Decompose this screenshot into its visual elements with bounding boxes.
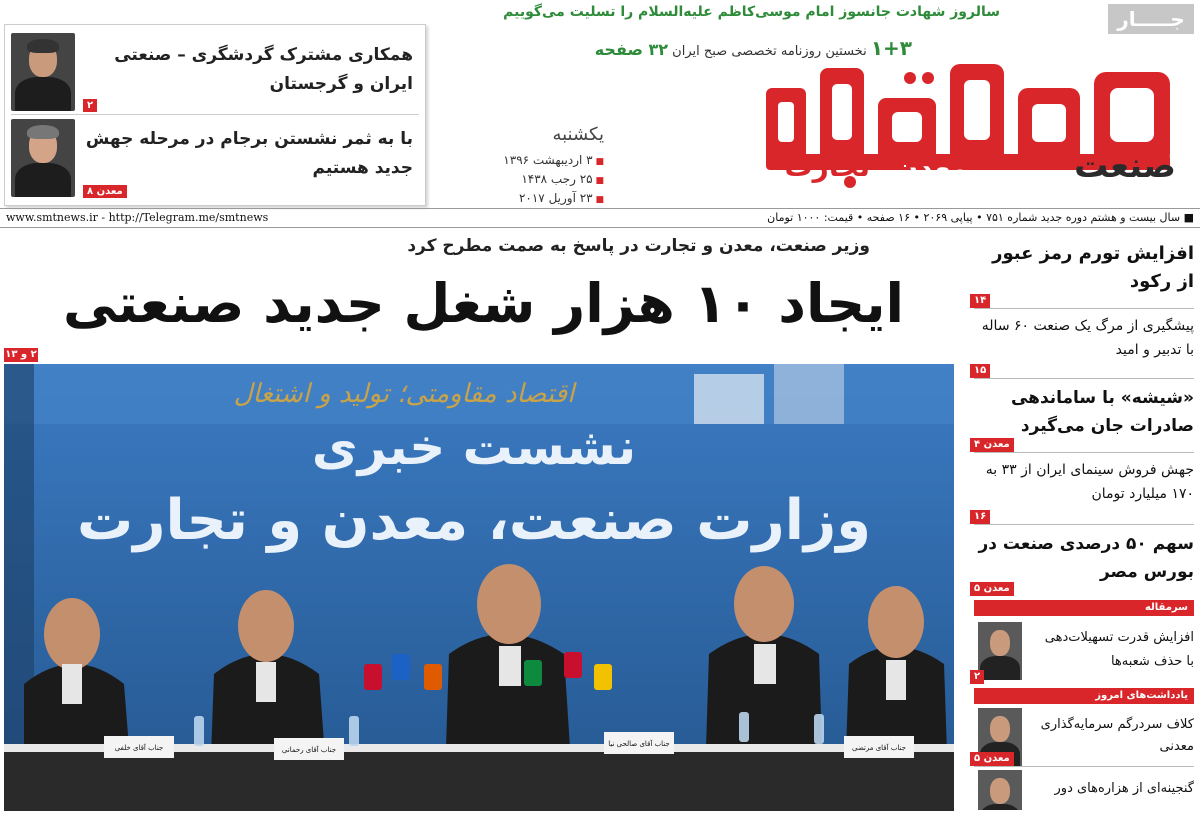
banner-slogan: اقتصاد مقاومتی؛ تولید و اشتغال — [233, 379, 575, 409]
teaser-box — [4, 24, 426, 206]
sidebar — [970, 230, 1194, 813]
sidebar-page-tag: معدن ۵ — [970, 752, 1014, 766]
teaser-page-tag: معدن ۸ — [83, 185, 127, 198]
date-solar: ■ ۳ اردیبهشت ۱۳۹۶ — [494, 152, 604, 171]
press-conference-photo — [4, 364, 954, 811]
sidebar-divider — [974, 766, 1194, 767]
date-lunar: ■ ۲۵ رجب ۱۴۳۸ — [494, 171, 604, 190]
sidebar-divider — [974, 524, 1194, 525]
lead-headline[interactable]: ایجاد ۱۰ هزار شغل جدید صنعتی — [63, 272, 904, 335]
top-note: سالروز شهادت جانسوز امام موسی‌کاظم علیه‌السلام را تسلیت می‌گوییم — [503, 4, 1000, 20]
photo-illustration — [4, 364, 954, 811]
sidebar-page-tag: ۱۴ — [970, 294, 990, 308]
note-author-photo — [978, 770, 1022, 810]
teaser-page-tag: ۲ — [83, 99, 97, 112]
editorial-author-photo — [978, 622, 1022, 680]
sidebar-divider — [974, 308, 1194, 309]
pages-line — [592, 36, 912, 60]
teaser-item[interactable] — [5, 117, 425, 203]
sidebar-page-tag: معدن ۴ — [970, 438, 1014, 452]
pages-text: نخستین روزنامه تخصصی صبح ایران — [672, 44, 867, 59]
lead-kicker: وزیر صنعت، معدن و تجارت در پاسخ به صمت مطرح کرد — [407, 236, 870, 256]
sidebar-story[interactable]: «شیشه» با ساماندهی صادرات جان می‌گیرد — [1010, 388, 1194, 436]
teaser-divider — [11, 114, 419, 115]
dates — [494, 152, 604, 209]
pages-count: ۳۲ صفحه — [594, 40, 669, 59]
lead-page-tag: ۲ و ۱۳ — [5, 349, 37, 360]
teaser-photo — [11, 33, 75, 111]
nameplate: جناب آقای خلفی — [114, 744, 164, 752]
date-gregorian: ■ ۲۳ آوریل ۲۰۱۷ — [494, 190, 604, 209]
teaser-title: با به ثمر نشستن برجام در مرحله جهش جدید هستیم — [85, 129, 413, 178]
sidebar-page-tag: ۱۶ — [970, 510, 990, 524]
nameplate: جناب آقای رحمانی — [281, 746, 337, 754]
sidebar-story[interactable]: پیشگیری از مرگ یک صنعت ۶۰ ساله با تدبیر و امید — [981, 318, 1194, 358]
nameplate: جناب آقای مرتضی — [852, 744, 906, 752]
sidebar-story[interactable]: جهش فروش سینمای ایران از ۳۳ به ۱۷۰ میلیارد تومان — [985, 462, 1194, 502]
sidebar-page-tag: معدن ۵ — [970, 582, 1014, 596]
logo-sub-trade: تجارت — [784, 150, 870, 183]
editorial-title[interactable]: افزایش قدرت تسهیلات‌دهی با حذف شعبه‌ها — [1044, 630, 1194, 669]
teaser-photo — [11, 119, 75, 197]
sidebar-story[interactable]: افزایش تورم رمز عبور از رکود — [992, 243, 1194, 292]
teaser-title: همکاری مشترک گردشگری – صنعتی ایران و گرجستان — [114, 45, 413, 94]
sidebar-divider — [974, 378, 1194, 379]
sidebar-page-tag: ۲ — [970, 670, 984, 684]
jar-badge: جـــــار — [1108, 4, 1194, 34]
pages-prefix: ۱+۳ — [870, 36, 912, 60]
teaser-item[interactable] — [5, 29, 425, 115]
note-title[interactable]: کلاف سردرگم سرمایه‌گذاری معدنی — [1040, 717, 1194, 754]
notes-label: یادداشت‌های امروز — [974, 688, 1194, 704]
sidebar-page-tag: ۱۵ — [970, 364, 990, 378]
day-name: یکشنبه — [552, 124, 604, 145]
logo-sub-industry: صنعت — [1074, 146, 1176, 186]
note-title[interactable]: گنجینه‌ای از هزاره‌های دور — [1054, 781, 1194, 796]
sidebar-story[interactable]: سهم ۵۰ درصدی صنعت در بورس مصر — [978, 534, 1194, 582]
editorial-label: سرمقاله — [974, 600, 1194, 616]
banner-line-1: نشست خبری — [311, 418, 637, 476]
web-links[interactable]: www.smtnews.ir - http://Telegram.me/smtnews — [6, 211, 269, 224]
nameplate: جناب آقای صالحی نیا — [608, 740, 670, 748]
logo-sub-mine: معدن — [894, 152, 968, 185]
info-strip — [0, 208, 1200, 228]
issue-info: ■ سال بیست و هشتم دوره جدید شماره ۷۵۱ • پیاپی ۲۰۶۹ • ۱۶ صفحه • قیمت: ۱۰۰۰ تومان — [767, 211, 1194, 224]
banner-line-2: وزارت صنعت، معدن و تجارت — [76, 488, 872, 553]
sidebar-divider — [974, 452, 1194, 453]
